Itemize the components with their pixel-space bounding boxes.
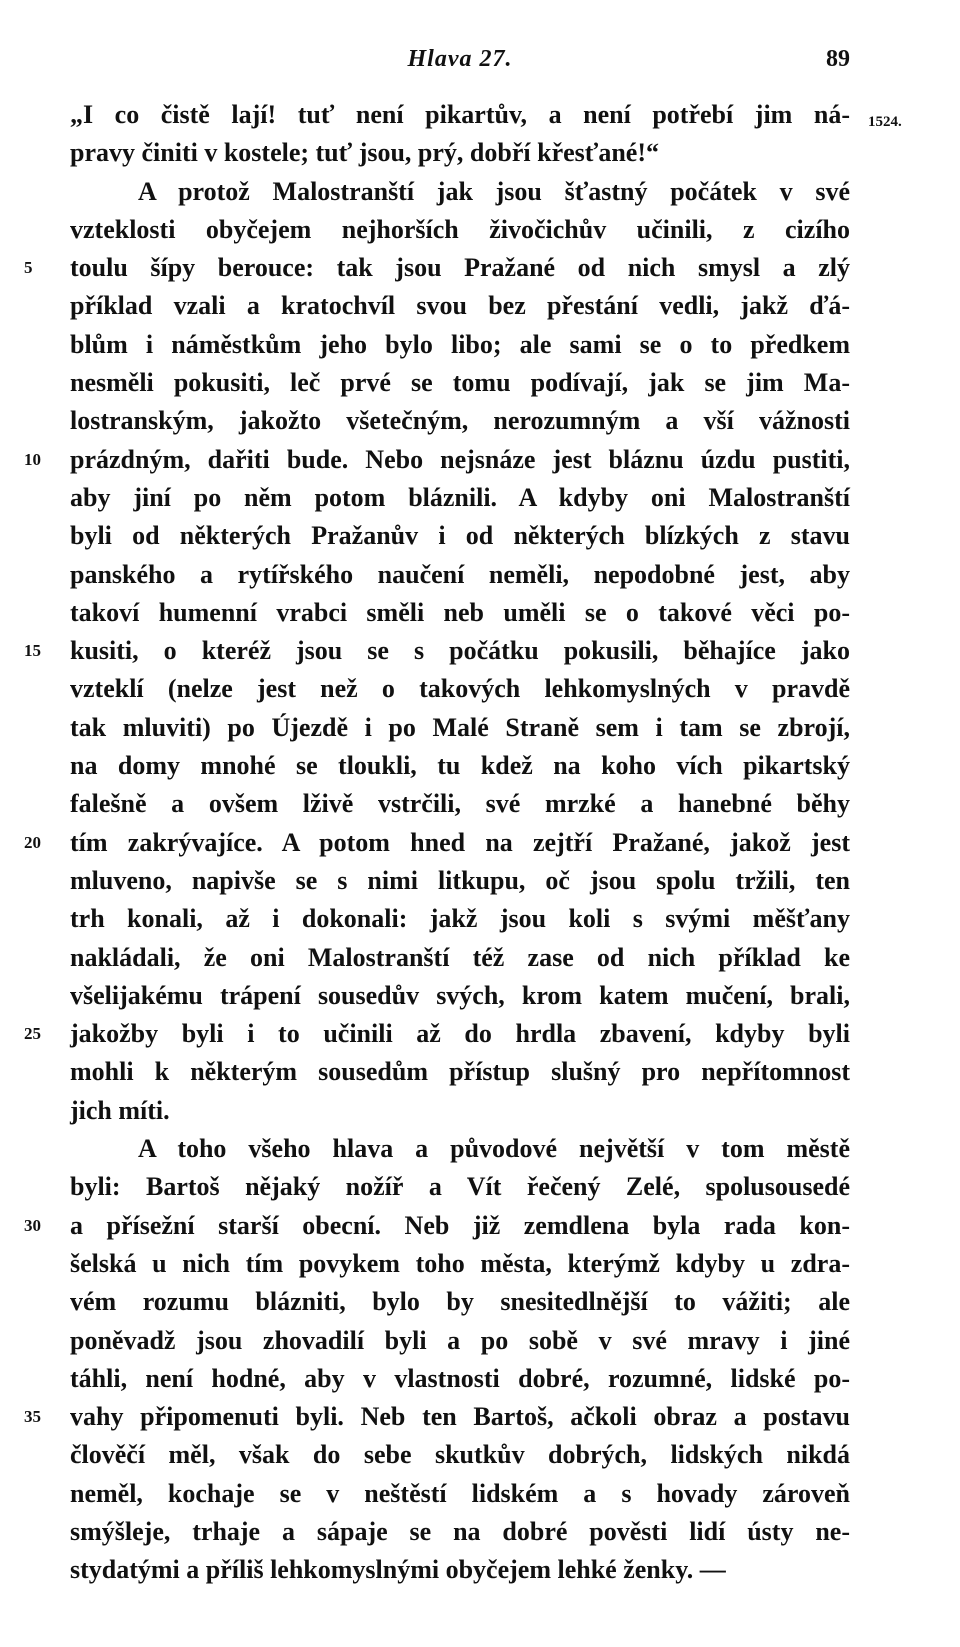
text-line (70, 326, 850, 364)
text-line (24, 824, 850, 862)
page-number: 89 (826, 46, 850, 72)
line-text: A toho všeho hlava a původové největší v tom městě (138, 1134, 850, 1164)
text-line (70, 594, 850, 632)
text-line (70, 479, 850, 517)
text-line (70, 211, 850, 249)
line-text: trh konali, až i dokonali: jakž jsou koli s svými měšťany (70, 904, 850, 934)
body-text (24, 96, 850, 1590)
text-line (70, 747, 850, 785)
text-line (70, 134, 850, 172)
text-line (70, 364, 850, 402)
text-line (70, 1283, 850, 1321)
chapter-title: Hlava 27. (407, 46, 513, 72)
line-text: vahy připomenuti byli. Neb ten Bartoš, ačkoli obraz a postavu (70, 1402, 850, 1432)
text-line (70, 1245, 850, 1283)
line-text: „I co čistě lají! tuť není pikartův, a není potřebí jim ná- (70, 100, 850, 129)
text-line (70, 1475, 850, 1513)
line-text: lostranským, jakožto všetečným, nerozumným a vší vážnosti (70, 406, 850, 436)
text-line (24, 249, 850, 287)
margin-date-note: 1524. (868, 114, 902, 130)
line-number: 15 (24, 641, 41, 661)
text-line (70, 402, 850, 440)
text-line (24, 1398, 850, 1436)
text-line (70, 1092, 850, 1130)
line-text: vzteklosti obyčejem nejhorších živočichův učinili, z cizího (70, 214, 850, 244)
line-number: 25 (24, 1024, 41, 1044)
text-line (70, 96, 850, 134)
line-text: člověčí měl, však do sebe skutkův dobrých, lidských nikdá (70, 1440, 850, 1470)
text-line (24, 632, 850, 670)
text-line (70, 1053, 850, 1091)
line-text: vém rozumu blázniti, bylo by snesitedlnější to vážiti; ale (70, 1287, 850, 1317)
text-line (70, 1360, 850, 1398)
line-text: neměl, kochaje se v neštěstí lidském a s hovady zároveň (70, 1478, 850, 1508)
line-number: 30 (24, 1215, 41, 1235)
line-text: byli: Bartoš nějaký nožíř a Vít řečený Zelé, spolusousedé (70, 1172, 850, 1202)
line-text: na domy mnohé se tloukli, tu kdež na koho vích pikartský (70, 751, 850, 781)
line-text: kusiti, o kteréž jsou se s počátku pokusili, běhajíce jako (70, 636, 850, 666)
line-text: pravy činiti v kostele; tuť jsou, prý, dobří křesťané!“ (70, 138, 659, 168)
line-text: jakožby byli i to učinili až do hrdla zbavení, kdyby byli (70, 1019, 850, 1049)
line-text: poněvadž jsou zhovadilí byli a po sobě v své mravy i jiné (70, 1325, 850, 1355)
line-text: nesměli pokusiti, leč prvé se tomu podívají, jak se jim Ma- (70, 368, 850, 398)
line-text: blům i náměstkům jeho bylo libo; ale sami se o to předkem (70, 329, 850, 359)
line-text: byli od některých Pražanův i od některých blízkých z stavu (70, 521, 850, 551)
text-line (70, 900, 850, 938)
line-text: tak mluviti) po Újezdě i po Malé Straně sem i tam se zbrojí, (70, 712, 850, 742)
text-line (70, 709, 850, 747)
text-line (70, 173, 850, 211)
line-text: smýšleje, trhaje a sápaje se na dobré pověsti lidí ústy ne- (70, 1516, 850, 1546)
line-text: mluveno, napivše se s nimi litkupu, oč jsou spolu tržili, ten (70, 865, 850, 895)
text-line (70, 287, 850, 325)
text-line (70, 670, 850, 708)
line-text: jich míti. (70, 1095, 170, 1125)
line-text: tím zakrývajíce. A potom hned na zejtří Pražané, jakož jest (70, 827, 850, 857)
text-line (24, 441, 850, 479)
text-line (70, 939, 850, 977)
line-text: nakládali, že oni Malostranští též zase od nich příklad ke (70, 942, 850, 972)
text-line (70, 1168, 850, 1206)
line-text: takoví humenní vrabci směli neb uměli se o takové věci po- (70, 597, 850, 627)
line-text: táhli, není hodné, aby v vlastnosti dobré, rozumné, lidské po- (70, 1363, 850, 1393)
text-line (70, 1513, 850, 1551)
text-line (70, 556, 850, 594)
text-line (24, 1015, 850, 1053)
line-number: 35 (24, 1407, 41, 1427)
line-text: falešně a ovšem lživě vstrčili, své mrzké a hanebné běhy (70, 789, 850, 819)
line-text: příklad vzali a kratochvíl svou bez přestání vedli, jakž ďá- (70, 291, 850, 321)
line-number: 5 (24, 258, 33, 278)
text-line (70, 1322, 850, 1360)
text-line (70, 977, 850, 1015)
line-text: prázdným, dařiti bude. Nebo nejsnáze jest bláznu úzdu pustiti, (70, 444, 850, 474)
line-text: stydatými a příliš lehkomyslnými obyčejem lehké ženky. — (70, 1555, 726, 1585)
text-line (70, 1436, 850, 1474)
text-line (70, 1551, 850, 1589)
line-text: toulu šípy berouce: tak jsou Pražané od nich smysl a zlý (70, 253, 850, 283)
text-line (70, 517, 850, 555)
line-number: 20 (24, 832, 41, 852)
text-line (70, 1130, 850, 1168)
line-text: mohli k některým sousedům přístup slušný pro nepřítomnost (70, 1057, 850, 1087)
running-head (70, 46, 850, 86)
line-text: vzteklí (nelze jest než o takových lehkomyslných v pravdě (70, 674, 850, 704)
text-line (70, 785, 850, 823)
line-text: šelská u nich tím povykem toho města, kterýmž kdyby u zdra- (70, 1248, 850, 1278)
line-text: všelijakému trápení sousedův svých, krom katem mučení, brali, (70, 980, 850, 1010)
text-line (70, 862, 850, 900)
line-number: 10 (24, 449, 41, 469)
line-text: a přísežní starší obecní. Neb již zemdlena byla rada kon- (70, 1210, 850, 1240)
line-text: panského a rytířského naučení neměli, nepodobné jest, aby (70, 559, 850, 589)
text-line (24, 1207, 850, 1245)
line-text: aby jiní po něm potom bláznili. A kdyby oni Malostranští (70, 482, 850, 512)
line-text: A protož Malostranští jak jsou šťastný počátek v své (138, 176, 850, 206)
